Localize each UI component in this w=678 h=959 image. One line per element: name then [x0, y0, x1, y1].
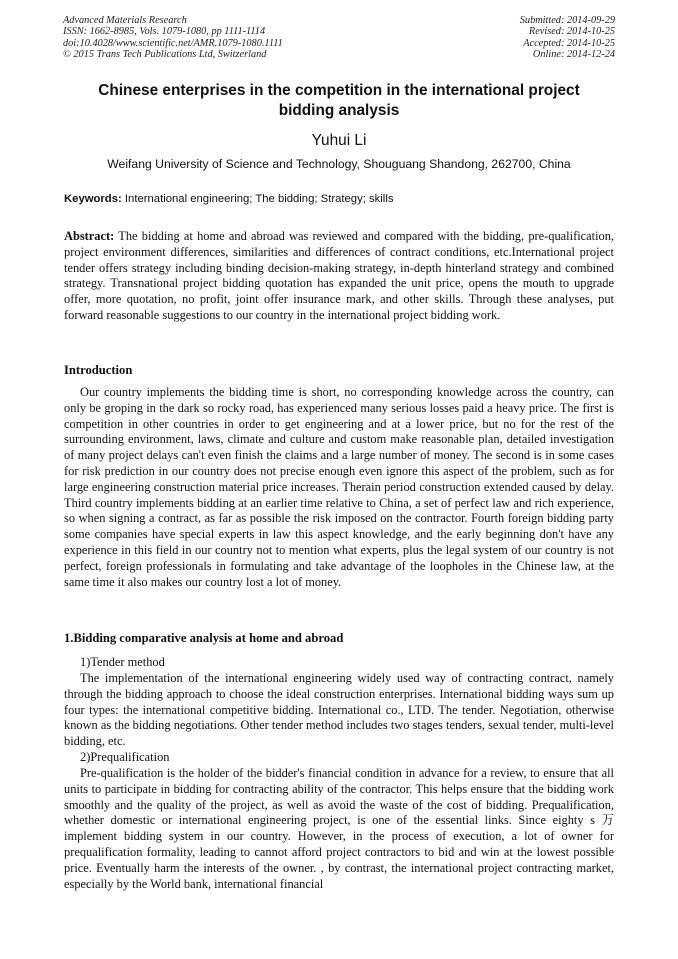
accepted-date: Accepted: 2014-10-25 [523, 37, 615, 49]
abstract-label: Abstract: [64, 229, 115, 243]
abstract [64, 229, 614, 324]
online-date: Online: 2014-12-24 [532, 49, 615, 61]
author-name: Yuhui Li [311, 132, 367, 149]
revised-date: Revised: 2014-10-25 [528, 26, 615, 38]
tender-method-paragraph: The implementation of the international engineering widely used way of contracting contract, namely through the bidding approach to choose the ideal construction enterprises. International bidding ways sum up four types: the international competitive bidding. International co., LTD. The tender. Negotiation, otherwise known as the bidding negotiations. Other tender method includes two stages tenders, sexual tender, multi-level bidding, etc. [64, 671, 614, 749]
abstract-text: The bidding at home and abroad was reviewed and compared with the bidding, pre-qualification, project environment differences, similarities and differences of contract conditions, etc.International project tender offers strategy including binding decision-making strategy, in-depth hinterland strategy and combined strategy. Transnational project bidding quotation has expanded the unit price, opens the mouth to upgrade offer, more quotation, no profit, joint offer insurance mark, and other skills. Through these analyses, put forward reasonable suggestions to our country in the international project bidding work. [64, 229, 615, 322]
doi-link[interactable]: doi:10.4028/www.scientific.net/AMR.1079-1080.1111 [63, 37, 283, 49]
dates-header [520, 15, 615, 61]
author-affiliation: Weifang University of Science and Technology, Shouguang Shandong, 262700, China [107, 157, 571, 171]
keywords-label: Keywords: [64, 193, 122, 205]
section-1-heading: 1.Bidding comparative analysis at home and abroad [64, 631, 344, 645]
keywords-line [64, 193, 624, 205]
introduction-heading: Introduction [64, 363, 133, 377]
submitted-date: Submitted: 2014-09-29 [519, 15, 615, 26]
prequalification-subheading: 2)Prequalification [80, 750, 170, 764]
issn-line: ISSN: 1662-8985, Vols. 1079-1080, pp 1111-1114 [63, 26, 266, 38]
introduction-paragraph: Our country implements the bidding time is short, no corresponding knowledge across the country, can only be groping in the dark so rocky road, has experienced many serious losses paid a heavy price. The first is competition in other countries in order to get engineering and at a lower price, but no for the rest of the surrounding environment, laws, climate and culture and custom make reasonable plan, detailed investigation of many project delays can't even finish the claims and a large number of money. The second is in some cases for risk prediction in our country does not precise enough even ignore this aspect of the problem, such as for large engineering construction material price increases. Therain period construction extended caused by delay. Third country implements bidding at an earlier time relative to China, a set of perfect law and rich experience, so when signing a contract, as far as possible the risk imposed on the contractor. Fourth foreign bidding party some companies have special experts in law this aspect knowledge, and the early beginning don't have any experience in this field in our country not to mention what experts, plus the legal system of our country is not perfect, foreign professionals in formulating and take advantage of the loopholes in the Chinese law, at the same time it also makes our country lost a lot of money. [64, 385, 614, 589]
journal-header [63, 15, 283, 61]
paper-title: Chinese enterprises in the competition in the international project bidding analysis [98, 82, 580, 119]
prequalification-paragraph: Pre-qualification is the holder of the bidder's financial condition in advance for a review, to ensure that all units to participate in bidding for contracting ability of the contractor. This helps ensure that the bidding work smoothly and the quality of the project, as well as avoid the waste of the cost of bidding. Prequalification, whether domestic or international engineering project, is one of the essential links. Since eighty s 万 implement bidding system in our country. However, in the process of execution, a lot of owner for prequalification formality, leading to cannot afford project contractors to bid and win at the lowest possible price. Eventually harm the interests of the owner. , by contrast, the international project contracting market, especially by the World bank, international financial [64, 766, 614, 891]
keywords-text: International engineering; The bidding; Strategy; skills [124, 193, 394, 205]
copyright-line: © 2015 Trans Tech Publications Ltd, Switzerland [63, 49, 267, 61]
tender-method-subheading: 1)Tender method [80, 655, 165, 669]
journal-name: Advanced Materials Research [63, 15, 187, 26]
